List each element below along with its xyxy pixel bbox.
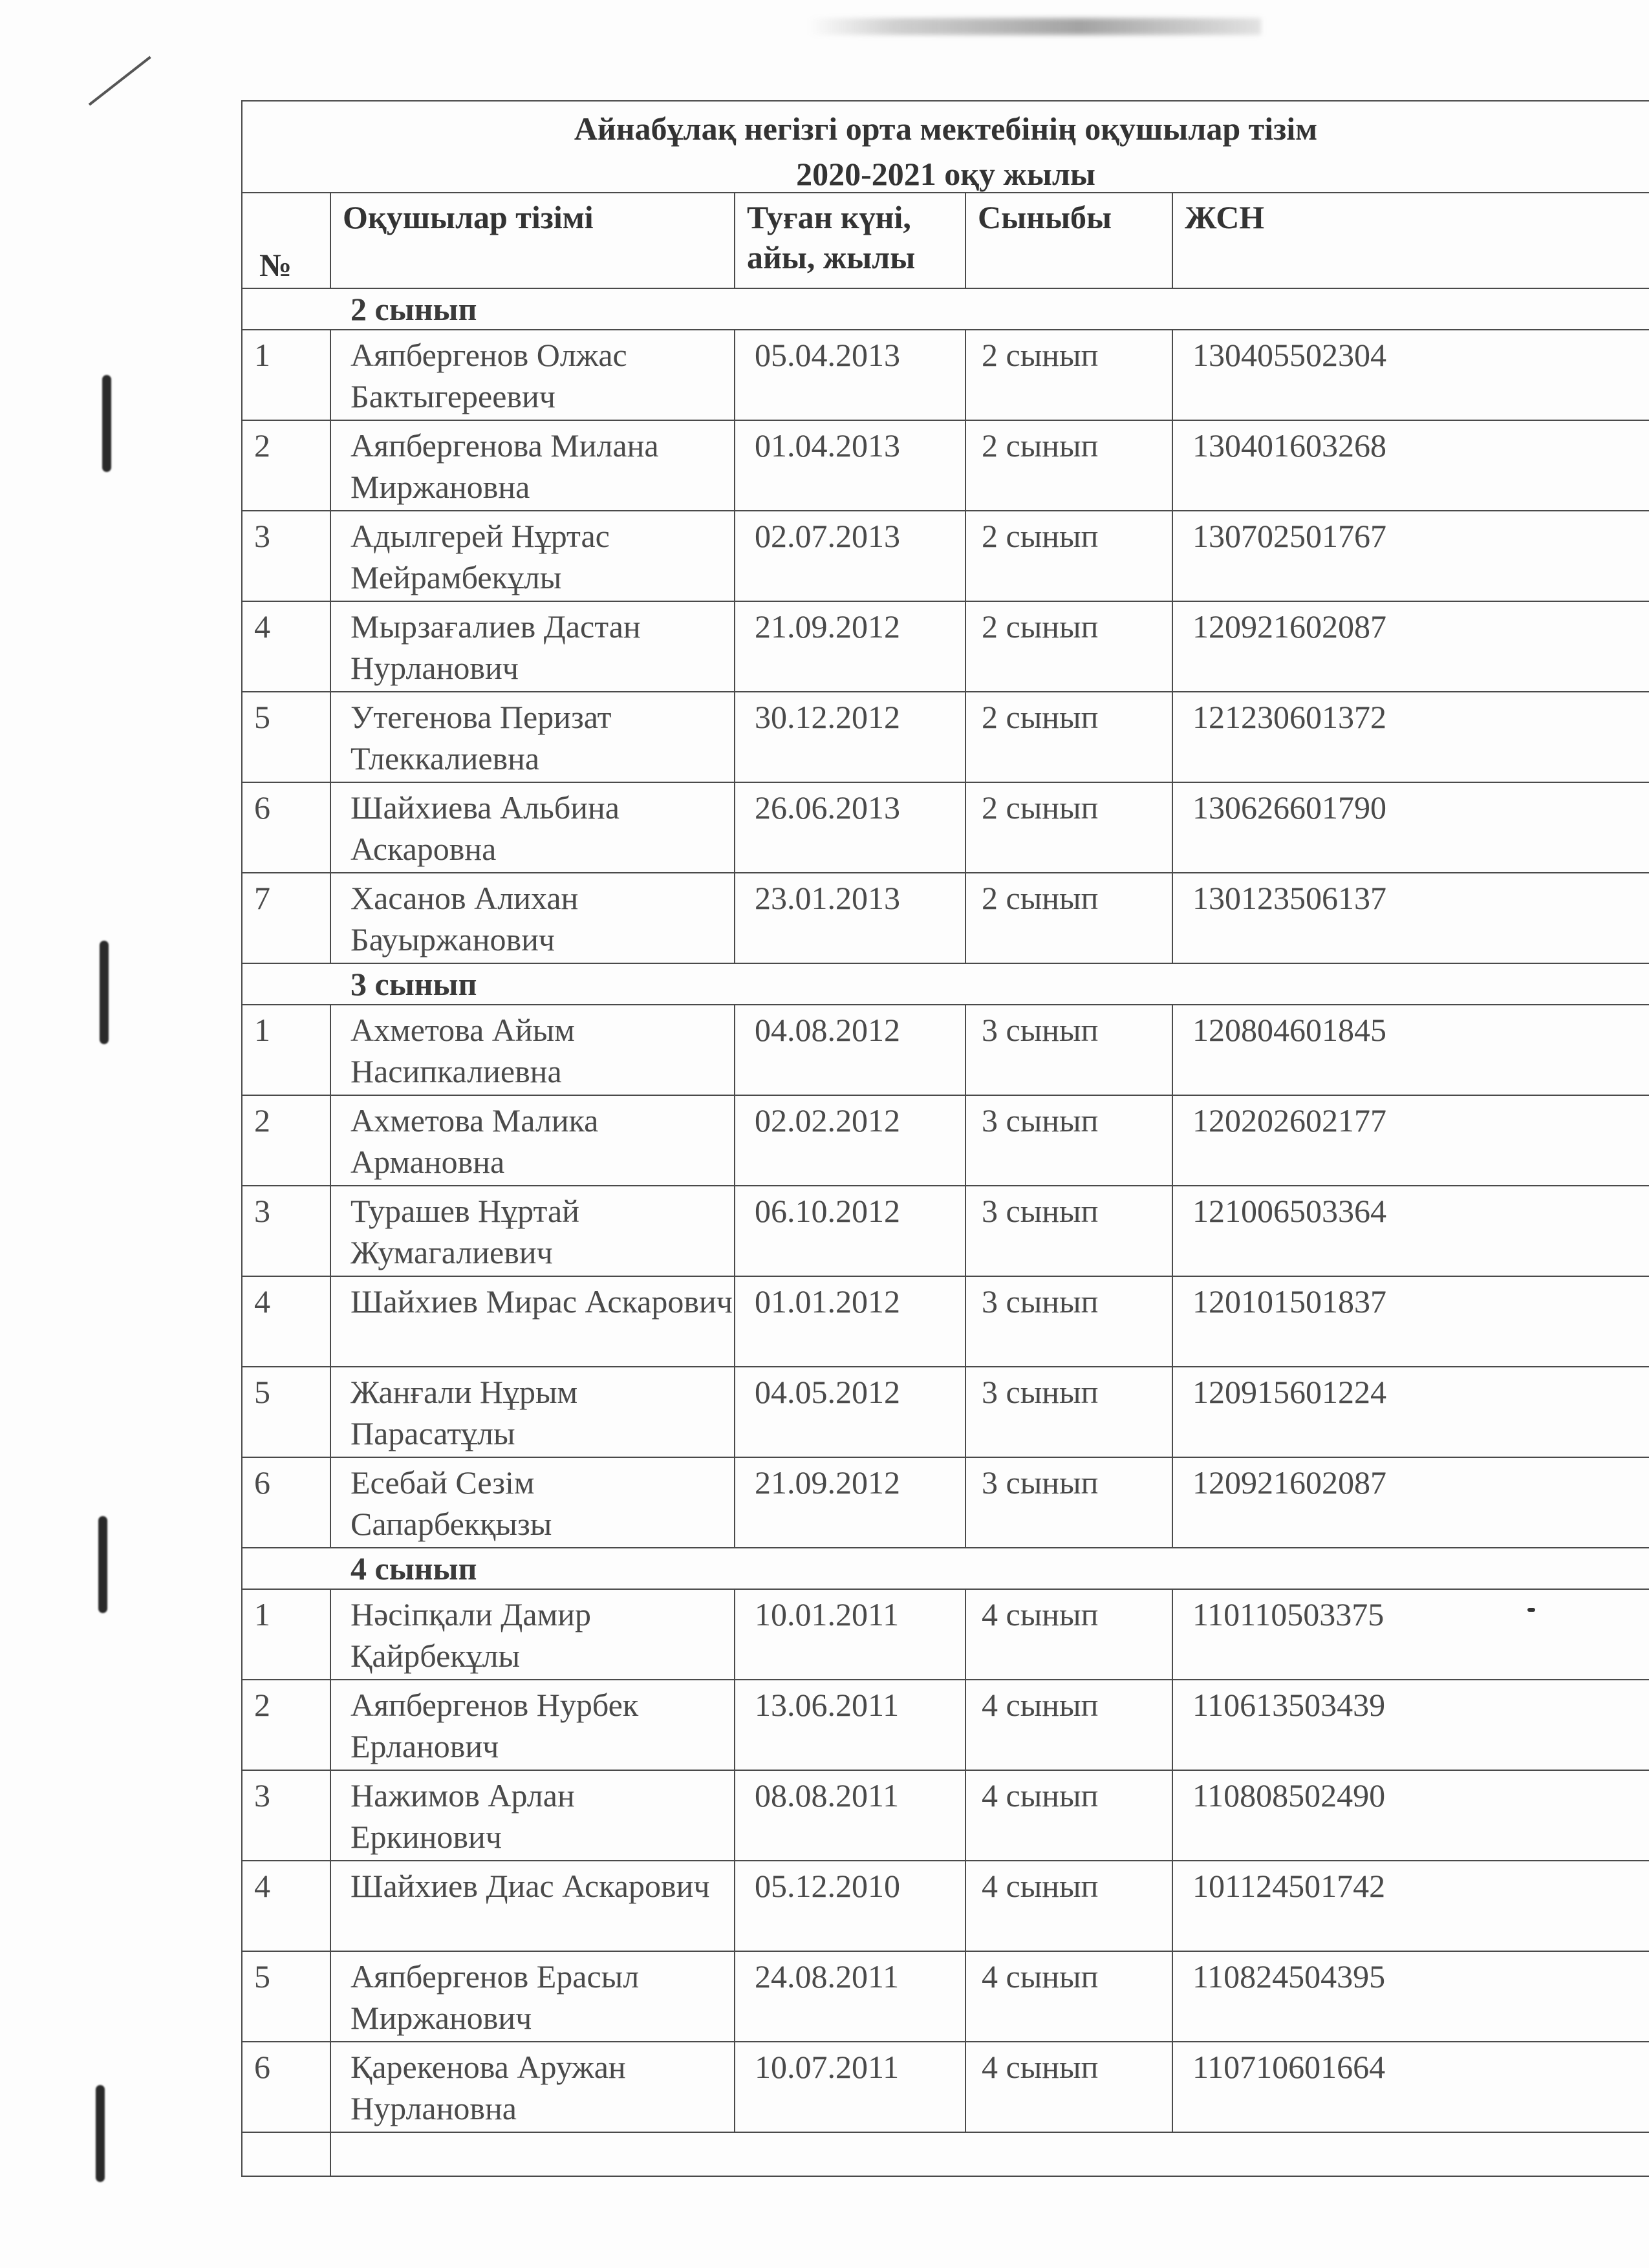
- cell-iin: 130123506137: [1172, 873, 1649, 963]
- cell-number: 4: [242, 601, 330, 692]
- cell-class: 4 сынып: [965, 1770, 1172, 1861]
- cell-number: 5: [242, 1951, 330, 2042]
- cell-number: 2: [242, 1095, 330, 1186]
- table-body: [242, 288, 1649, 2176]
- cell-student-name: Нажимов Арлан Еркинович: [330, 1770, 735, 1861]
- cell-birth-date: 26.06.2013: [735, 782, 965, 873]
- cell-iin: 110808502490: [1172, 1770, 1649, 1861]
- cell-iin: 130401603268: [1172, 420, 1649, 511]
- cell-birth-date: 02.07.2013: [735, 511, 965, 601]
- cell-birth-date: 13.06.2011: [735, 1680, 965, 1770]
- cell-student-name: Мырзағалиев Дастан Нурланович: [330, 601, 735, 692]
- cell-student-name: Аяпбергенова Милана Миржановна: [330, 420, 735, 511]
- col-header-dob: Туған күні, айы, жылы: [735, 193, 965, 288]
- header-row: [242, 193, 1649, 288]
- cell-number: 3: [242, 511, 330, 601]
- cell-class: 4 сынып: [965, 2042, 1172, 2132]
- cell-student-name: Аяпбергенов Олжас Бактыгереевич: [330, 330, 735, 420]
- cell-student-name: Шайхиев Диас Аскарович: [330, 1861, 735, 1951]
- empty-cell: [242, 2132, 330, 2176]
- section-label: 2 сынып: [330, 288, 1649, 330]
- col-header-class: Сыныбы: [965, 193, 1172, 288]
- cell-birth-date: 08.08.2011: [735, 1770, 965, 1861]
- table-row: [242, 1005, 1649, 1095]
- cell-class: 4 сынып: [965, 1680, 1172, 1770]
- cell-class: 2 сынып: [965, 330, 1172, 420]
- cell-birth-date: 02.02.2012: [735, 1095, 965, 1186]
- cell-student-name: Қарекенова Аружан Нурлановна: [330, 2042, 735, 2132]
- cell-class: 3 сынып: [965, 1186, 1172, 1276]
- cell-student-name: Утегенова Перизат Тлеккалиевна: [330, 692, 735, 782]
- binder-hole-mark: [100, 941, 109, 1044]
- title-line-1: Айнабұлақ негізгі орта мектебінің оқушылар тізім: [574, 111, 1318, 147]
- cell-number: 1: [242, 1589, 330, 1680]
- table-row: [242, 1770, 1649, 1861]
- cell-student-name: Хасанов Алихан Бауыржанович: [330, 873, 735, 963]
- cell-number: 4: [242, 1861, 330, 1951]
- cell-iin: 130626601790: [1172, 782, 1649, 873]
- cell-number: 4: [242, 1276, 330, 1367]
- cell-student-name: Аяпбергенов Ерасыл Миржанович: [330, 1951, 735, 2042]
- table-row: [242, 782, 1649, 873]
- cell-number: 5: [242, 692, 330, 782]
- cell-iin: 120915601224: [1172, 1367, 1649, 1457]
- cell-number: 2: [242, 420, 330, 511]
- table-row: [242, 601, 1649, 692]
- cell-class: 4 сынып: [965, 1861, 1172, 1951]
- cell-number: 3: [242, 1770, 330, 1861]
- cell-student-name: Ахметова Айым Насипкалиевна: [330, 1005, 735, 1095]
- cell-class: 2 сынып: [965, 692, 1172, 782]
- cell-student-name: Шайхиева Альбина Аскаровна: [330, 782, 735, 873]
- cell-number: 5: [242, 1367, 330, 1457]
- cell-birth-date: 10.01.2011: [735, 1589, 965, 1680]
- cell-class: 2 сынып: [965, 782, 1172, 873]
- table-row: [242, 2042, 1649, 2132]
- cell-class: 2 сынып: [965, 873, 1172, 963]
- section-label: 3 сынып: [330, 963, 1649, 1005]
- section-header-row: [242, 963, 1649, 1005]
- cell-student-name: Нәсіпқали Дамир Қайрбекұлы: [330, 1589, 735, 1680]
- cell-birth-date: 23.01.2013: [735, 873, 965, 963]
- cell-iin: 121230601372: [1172, 692, 1649, 782]
- cell-class: 4 сынып: [965, 1589, 1172, 1680]
- table-row: [242, 1951, 1649, 2042]
- cell-class: 3 сынып: [965, 1276, 1172, 1367]
- cell-class: 3 сынып: [965, 1095, 1172, 1186]
- table-row: [242, 1589, 1649, 1680]
- scan-smudge: [808, 18, 1261, 35]
- pen-mark: [89, 56, 151, 106]
- cell-birth-date: 05.12.2010: [735, 1861, 965, 1951]
- cell-iin: 120804601845: [1172, 1005, 1649, 1095]
- title-line-2: 2020-2021 оқу жылы: [796, 156, 1095, 192]
- section-header-row: [242, 1548, 1649, 1589]
- table-row: [242, 1680, 1649, 1770]
- cell-class: 2 сынып: [965, 601, 1172, 692]
- col-header-iin: ЖСН: [1172, 193, 1649, 288]
- table-row: [242, 330, 1649, 420]
- cell-iin: 121006503364: [1172, 1186, 1649, 1276]
- cell-birth-date: 04.05.2012: [735, 1367, 965, 1457]
- cell-birth-date: 21.09.2012: [735, 1457, 965, 1548]
- empty-cell: [330, 2132, 1649, 2176]
- cell-iin: 110613503439: [1172, 1680, 1649, 1770]
- cell-class: 4 сынып: [965, 1951, 1172, 2042]
- cell-birth-date: 01.01.2012: [735, 1276, 965, 1367]
- table-row: [242, 1276, 1649, 1367]
- cell-iin: 120202602177: [1172, 1095, 1649, 1186]
- cell-class: 3 сынып: [965, 1457, 1172, 1548]
- cell-birth-date: 04.08.2012: [735, 1005, 965, 1095]
- cell-iin: 110110503375: [1172, 1589, 1649, 1680]
- cell-number: 6: [242, 2042, 330, 2132]
- section-blank-cell: [242, 1548, 330, 1589]
- cell-class: 3 сынып: [965, 1367, 1172, 1457]
- cell-iin: 130405502304: [1172, 330, 1649, 420]
- cell-iin: 120101501837: [1172, 1276, 1649, 1367]
- section-header-row: [242, 288, 1649, 330]
- cell-number: 1: [242, 1005, 330, 1095]
- cell-student-name: Жанғали Нұрым Парасатұлы: [330, 1367, 735, 1457]
- student-list-table: [241, 100, 1649, 2177]
- cell-number: 7: [242, 873, 330, 963]
- cell-birth-date: 30.12.2012: [735, 692, 965, 782]
- table-row: [242, 1095, 1649, 1186]
- cell-class: 2 сынып: [965, 511, 1172, 601]
- cell-birth-date: 21.09.2012: [735, 601, 965, 692]
- cell-iin: 130702501767: [1172, 511, 1649, 601]
- table-row: [242, 692, 1649, 782]
- section-label: 4 сынып: [330, 1548, 1649, 1589]
- section-blank-cell: [242, 288, 330, 330]
- cell-student-name: Шайхиев Мирас Аскарович: [330, 1276, 735, 1367]
- cell-number: 1: [242, 330, 330, 420]
- cell-iin: 120921602087: [1172, 601, 1649, 692]
- cell-class: 3 сынып: [965, 1005, 1172, 1095]
- binder-hole-mark: [102, 375, 111, 472]
- table-row: [242, 1367, 1649, 1457]
- table-row: [242, 873, 1649, 963]
- cell-student-name: Аяпбергенов Нурбек Ерланович: [330, 1680, 735, 1770]
- table-title: [242, 101, 1649, 193]
- cell-number: 2: [242, 1680, 330, 1770]
- cell-number: 6: [242, 782, 330, 873]
- cell-student-name: Адылгерей Нұртас Мейрамбекұлы: [330, 511, 735, 601]
- binder-hole-mark: [96, 2085, 105, 2182]
- cell-birth-date: 06.10.2012: [735, 1186, 965, 1276]
- cell-number: 3: [242, 1186, 330, 1276]
- empty-row: [242, 2132, 1649, 2176]
- col-header-number: №: [242, 193, 330, 288]
- cell-iin: 110710601664: [1172, 2042, 1649, 2132]
- table-row: [242, 511, 1649, 601]
- cell-birth-date: 10.07.2011: [735, 2042, 965, 2132]
- cell-birth-date: 01.04.2013: [735, 420, 965, 511]
- col-header-name: Оқушылар тізімі: [330, 193, 735, 288]
- table-row: [242, 1186, 1649, 1276]
- cell-birth-date: 05.04.2013: [735, 330, 965, 420]
- table-row: [242, 1861, 1649, 1951]
- cell-birth-date: 24.08.2011: [735, 1951, 965, 2042]
- table-row: [242, 420, 1649, 511]
- cell-student-name: Есебай Сезім Сапарбекқызы: [330, 1457, 735, 1548]
- section-blank-cell: [242, 963, 330, 1005]
- cell-student-name: Турашев Нұртай Жумагалиевич: [330, 1186, 735, 1276]
- cell-number: 6: [242, 1457, 330, 1548]
- cell-class: 2 сынып: [965, 420, 1172, 511]
- cell-iin: 101124501742: [1172, 1861, 1649, 1951]
- binder-hole-mark: [98, 1516, 107, 1613]
- table-row: [242, 1457, 1649, 1548]
- cell-iin: 120921602087: [1172, 1457, 1649, 1548]
- cell-iin: 110824504395: [1172, 1951, 1649, 2042]
- cell-student-name: Ахметова Малика Армановна: [330, 1095, 735, 1186]
